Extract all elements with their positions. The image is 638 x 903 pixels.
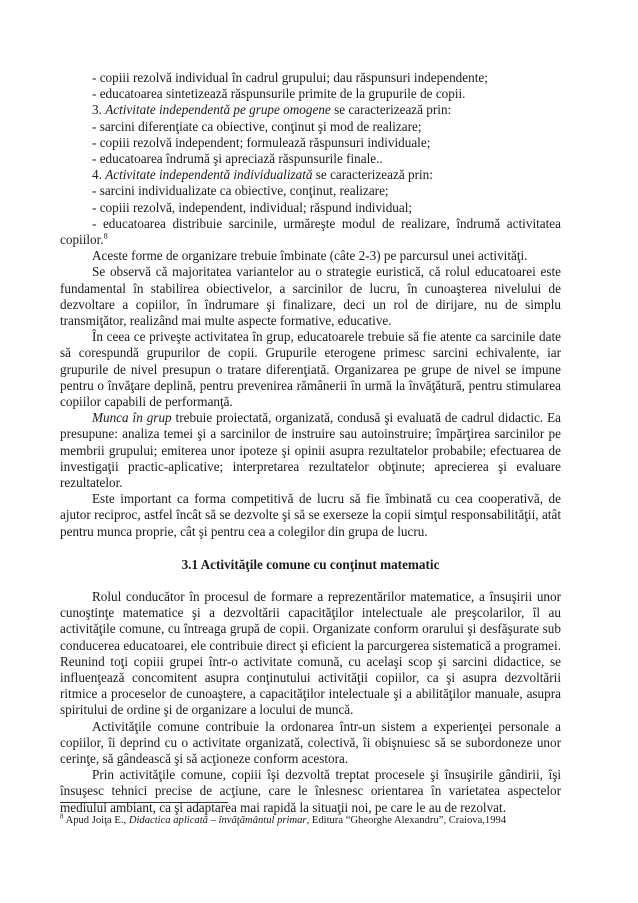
list-item: - copiii rezolvă individual în cadrul grupului; dau răspunsuri independente; <box>92 70 488 85</box>
footnote-number: 8 <box>60 812 64 821</box>
list-item: - sarcini individualizate ca obiective, conţinut, realizare; <box>92 183 389 199</box>
list-item: - sarcini diferenţiate ca obiective, conţinut şi mod de realizare; <box>92 118 422 134</box>
paragraph: Activităţile comune contribuie la ordonarea într-un sistem a experienţei personale a copiilor, îi deprind cu o activitate organizată, colectivă, îi obişnuiesc să se subordoneze unor cerinţe, să gândească şi să acţioneze conform acestora. <box>60 718 561 766</box>
paragraph: Rolul conducător în procesul de formare a reprezentărilor matematice, a însuşirii unor cunoştinţe matematice şi a dezvoltării capacităţilor intelectuale ale preşcolarilor, îl au activităţile comune, cu întreaga grupă de copii. Organizate conform orarului şi desfăşurate sub conducerea educatoarei, ele contribuie direct şi eficient la parcurgerea sistematică a programei. Reunind toţi copiii grupei într-o activitate comună, cu acelaşi scop şi sarcini didactice, se influenţează concomitent asupra conţinutului activităţii copiilor, ca şi asupra dezvoltării ritmice a proceselor de cunoaştere, a capacităţilor intelectuale şi a abilităţilor manuale, asupra spiritului de ordine şi de organizare a locului de muncă. <box>60 588 561 718</box>
paragraph-lead: Munca în grup <box>92 410 172 426</box>
paragraph: Este important ca forma competitivă de lucru să fie îmbinată cu cea cooperativă, de ajutor reciproc, astfel încât să se dezvolte şi să se exerseze la copii simţul responsabilităţii, atât pentru munca proprie, cât şi pentru cea a colegilor din grupa de lucru. <box>60 491 561 539</box>
list-heading-title: Activitate independentă pe grupe omogene <box>105 102 331 118</box>
list-item: - educatoarea sintetizează răspunsurile primite de la grupurile de copii. <box>92 86 466 102</box>
list-item-text: - educatoarea distribuie sarcinile, urmăreşte modul de realizare, îndrumă activitatea copiilor. <box>60 215 561 248</box>
list-heading-rest: se caracterizează prin: <box>330 102 452 118</box>
paragraph: Prin activităţile comune, copiii îşi dezvoltă treptat procesele şi însuşirile gândirii, îşi însuşesc tehnici precise de acţiune, care le înlesnesc orientarea în varietatea aspectelor mediului ambiant, ca şi adaptarea mai rapidă la situaţii noi, pe care le au de rezolvat. <box>60 767 561 815</box>
list-number: 3. <box>92 102 106 118</box>
paragraph: Se observă că majoritatea variantelor au o strategie euristică, că rolul educatoarei este fundamental în stabilirea obiectivelor, a sarcinilor de lucru, în cunoaşterea nivelului de dezvoltare a copiilor, în îndrumare şi finalizare, deci un rol de dirijare, nu de simplu transmiţător, realizând mai multe aspecte formative, educative. <box>60 264 561 329</box>
paragraph-text: trebuie proiectată, organizată, condusă şi evaluată de cadrul didactic. Ea presupune: analiza temei şi a sarcinilor de instruire sau autoinstruire; împărţirea sarcinilor pe membrii grupului; emiterea unor ipoteze şi opinii asupra rezultatelor probabile; efectuarea de investigaţii practic-aplicative; interpretarea rezultatelor obţinute; aprecierea şi evaluare rezultatelor. <box>60 410 561 491</box>
footnote <box>60 814 580 827</box>
footnote-publisher: , Editura “Gheorghe Alexandru”, Craiova,1994 <box>306 815 507 826</box>
list-item: - copiii rezolvă, independent, individual; răspund individual; <box>92 199 413 215</box>
paragraph: În ceea ce priveşte activitatea în grup, educatoarele trebuie să fie atente ca sarcinile date să corespundă grupurilor de copii. Grupurile eterogene primesc sarcini echivalente, iar grupurile de nivel presupun o tratare diferenţiată. Organizarea pe grupe de nivel se impune pentru o învăţare deplină, pentru prevenirea rămânerii în urmă la învăţătură, pentru stimularea copiilor capabili de performanţă. <box>60 329 561 410</box>
paragraph: Aceste forme de organizare trebuie îmbinate (câte 2-3) pe parcursul unei activităţi. <box>92 248 528 264</box>
paragraph <box>60 410 561 491</box>
list-heading <box>60 167 561 183</box>
footnote-text: Apud Joiţa E., <box>63 815 129 826</box>
list-heading-rest: se caracterizează prin: <box>312 167 433 183</box>
list-item: - educatoarea îndrumă şi apreciază răspunsurile finale.. <box>92 151 383 167</box>
section-heading: 3.1 Activităţile comune cu conţinut matematic <box>181 556 440 572</box>
list-heading <box>60 102 561 118</box>
list-item <box>60 216 561 248</box>
list-item: - copiii rezolvă independent; formulează răspunsuri individuale; <box>92 134 431 150</box>
list-heading-title: Activitate independentă individualizată <box>105 167 313 183</box>
document-page <box>60 70 561 816</box>
list-number: 4. <box>92 167 106 183</box>
footnote-divider <box>60 802 228 803</box>
footnote-title: Didactica aplicată – învăţământul primar <box>128 815 307 826</box>
footnote-ref: 8 <box>103 231 108 241</box>
